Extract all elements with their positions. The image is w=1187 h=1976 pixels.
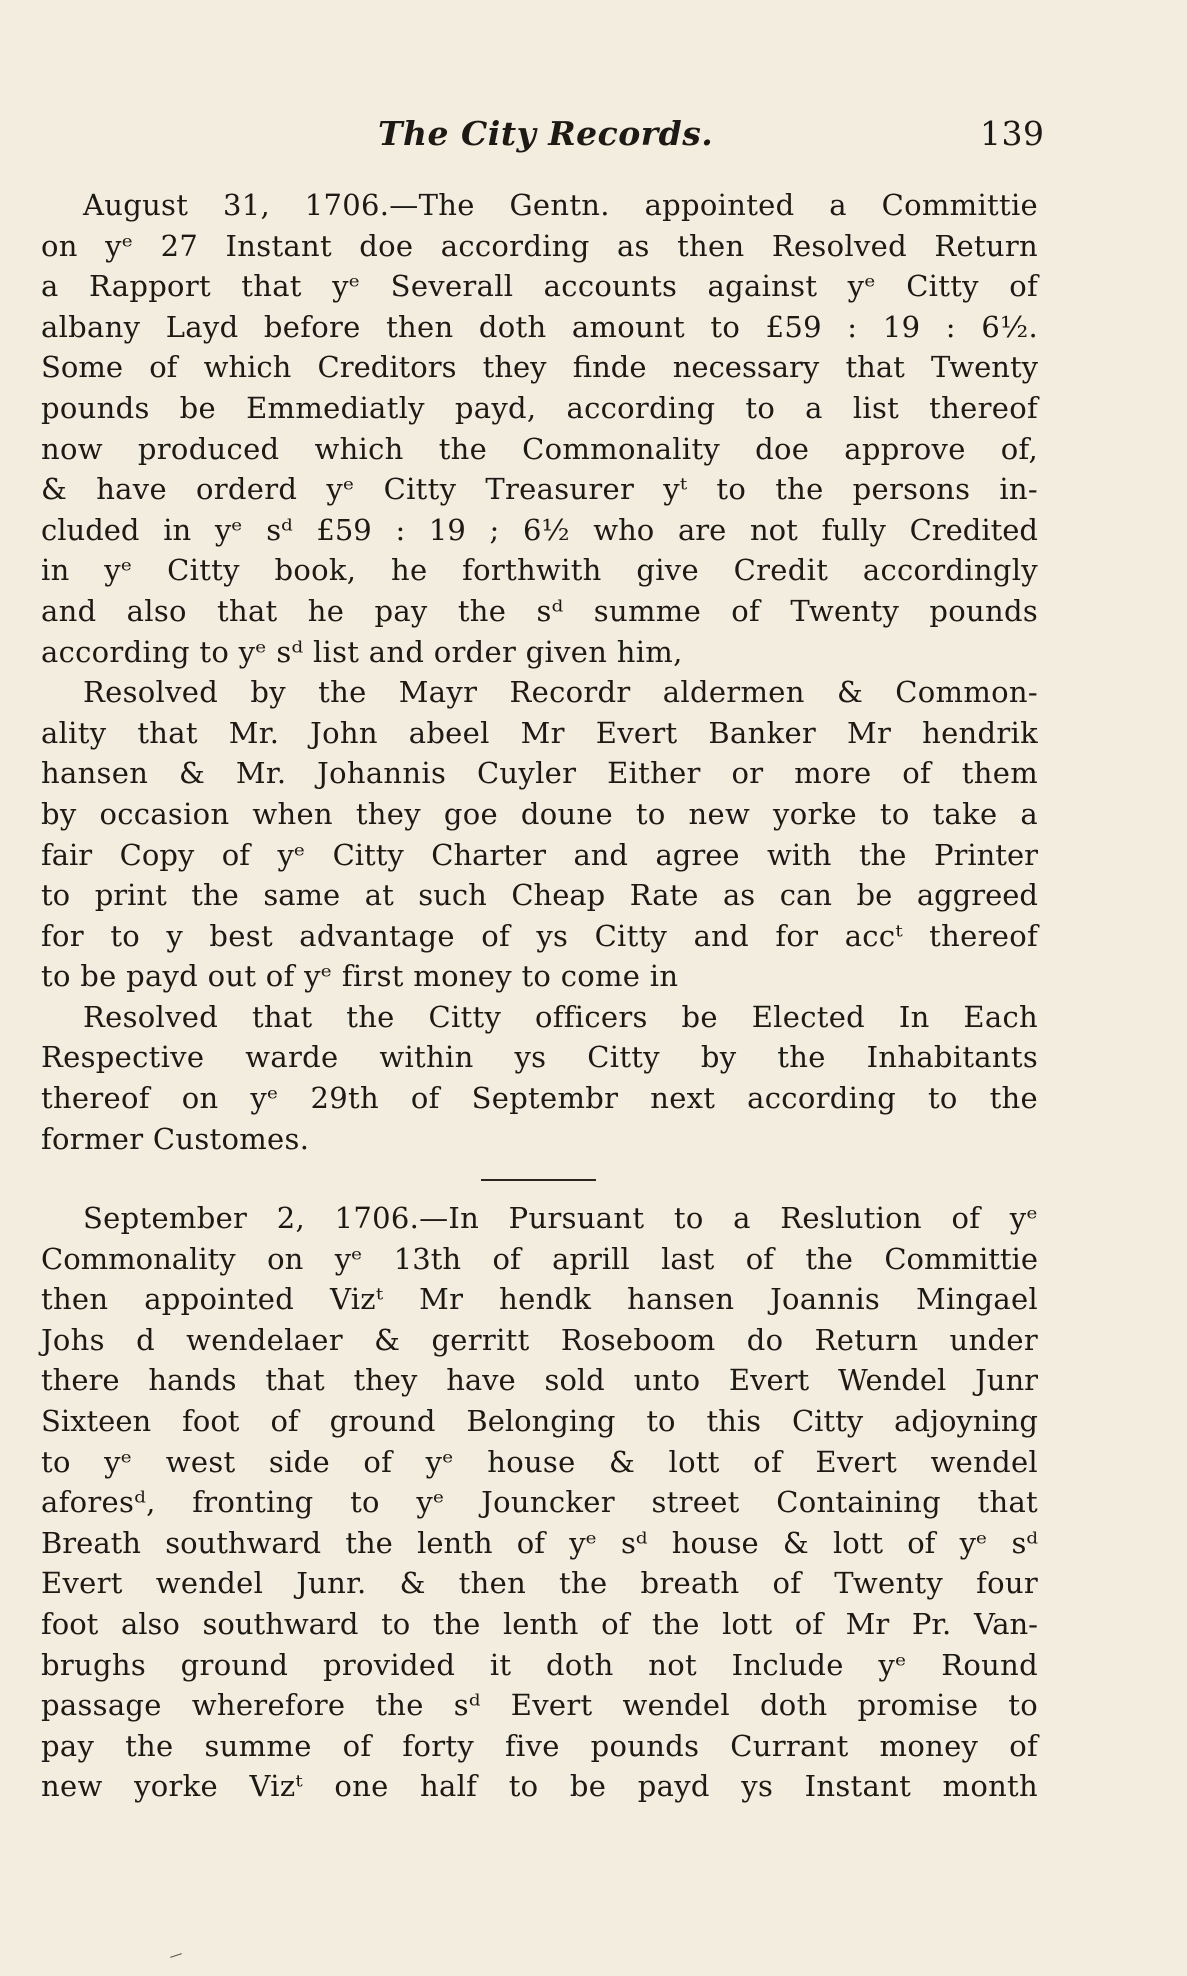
text-line: September 2, 1706.—In Pursuant to a Reslution of yᵉ	[83, 1201, 1038, 1235]
text-line: albany Layd before then doth amount to £59 : 19 : 6½.	[41, 309, 1038, 344]
text-line: to yᵉ west side of yᵉ house & lott of Evert wendel	[41, 1444, 1038, 1479]
text-line: Commonality on yᵉ 13th of aprill last of the Committie	[41, 1241, 1038, 1276]
text-line: and also that he pay the sᵈ summe of Twenty pounds	[41, 593, 1038, 628]
text-line: aforesᵈ, fronting to yᵉ Jouncker street Containing that	[41, 1485, 1038, 1520]
text-line: hansen & Mr. Johannis Cuyler Either or more of them	[41, 756, 1038, 791]
text-line: & have orderd yᵉ Citty Treasurer yᵗ to the persons in-	[41, 472, 1038, 507]
text-line: pounds be Emmediatly payd, according to a list thereof	[41, 390, 1038, 425]
text-line: cluded in yᵉ sᵈ £59 : 19 ; 6½ who are not fully Credited	[41, 512, 1038, 547]
text-line: according to yᵉ sᵈ list and order given him,	[41, 634, 683, 669]
text-line: Sixteen foot of ground Belonging to this Citty adjoyning	[41, 1403, 1038, 1438]
text-line: brughs ground provided it doth not Include yᵉ Round	[41, 1647, 1038, 1682]
text-line: thereof on yᵉ 29th of Septembr next according to the	[41, 1081, 1038, 1116]
text-line: to be payd out of yᵉ first money to come in	[41, 959, 679, 994]
text-line: August 31, 1706.—The Gentn. appointed a Committie	[83, 188, 1038, 222]
section-divider	[481, 1179, 596, 1181]
text-line: foot also southward to the lenth of the lott of Mr Pr. Van-	[41, 1606, 1038, 1641]
text-line: for to y best advantage of ys Citty and for accᵗ thereof	[41, 918, 1038, 953]
text-line: Some of which Creditors they finde necessary that Twenty	[41, 350, 1038, 385]
text-line: on yᵉ 27 Instant doe according as then Resolved Return	[41, 228, 1038, 263]
text-line: Resolved that the Citty officers be Elected In Each	[83, 999, 1038, 1034]
text-line: ality that Mr. John abeel Mr Evert Banker Mr hendrik	[41, 715, 1038, 750]
text-line: Evert wendel Junr. & then the breath of Twenty four	[41, 1566, 1038, 1601]
page-number: 139	[980, 114, 1045, 153]
text-line: then appointed Vizᵗ Mr hendk hansen Joannis Mingael	[41, 1282, 1038, 1317]
text-line: former Customes.	[41, 1121, 310, 1156]
text-line: pay the summe of forty five pounds Currant money of	[41, 1728, 1038, 1763]
text-line: a Rapport that yᵉ Severall accounts against yᵉ Citty of	[41, 269, 1038, 304]
text-line: passage wherefore the sᵈ Evert wendel doth promise to	[41, 1688, 1038, 1723]
text-line: Resolved by the Mayr Recordr aldermen & Common-	[83, 675, 1038, 710]
text-line: Respective warde within ys Citty by the Inhabitants	[41, 1040, 1038, 1075]
page-blemish	[170, 1953, 182, 1958]
text-line: Johs d wendelaer & gerritt Roseboom do Return under	[41, 1322, 1038, 1357]
text-line: in yᵉ Citty book, he forthwith give Credit accordingly	[41, 553, 1038, 588]
text-line: new yorke Vizᵗ one half to be payd ys Instant month	[41, 1769, 1038, 1804]
text-line: fair Copy of yᵉ Citty Charter and agree with the Printer	[41, 837, 1038, 872]
text-line: to print the same at such Cheap Rate as can be aggreed	[41, 878, 1038, 913]
entry-august-31-1706	[41, 185, 1038, 1159]
running-head	[0, 114, 1187, 158]
text-line: Breath southward the lenth of yᵉ sᵈ house & lott of yᵉ sᵈ	[41, 1525, 1038, 1560]
text-line: there hands that they have sold unto Evert Wendel Junr	[41, 1363, 1038, 1398]
text-line: now produced which the Commonality doe approve of,	[41, 431, 1038, 466]
entry-september-2-1706	[41, 1198, 1038, 1807]
text-line: by occasion when they goe doune to new yorke to take a	[41, 796, 1038, 831]
running-title: The City Records.	[378, 114, 714, 153]
